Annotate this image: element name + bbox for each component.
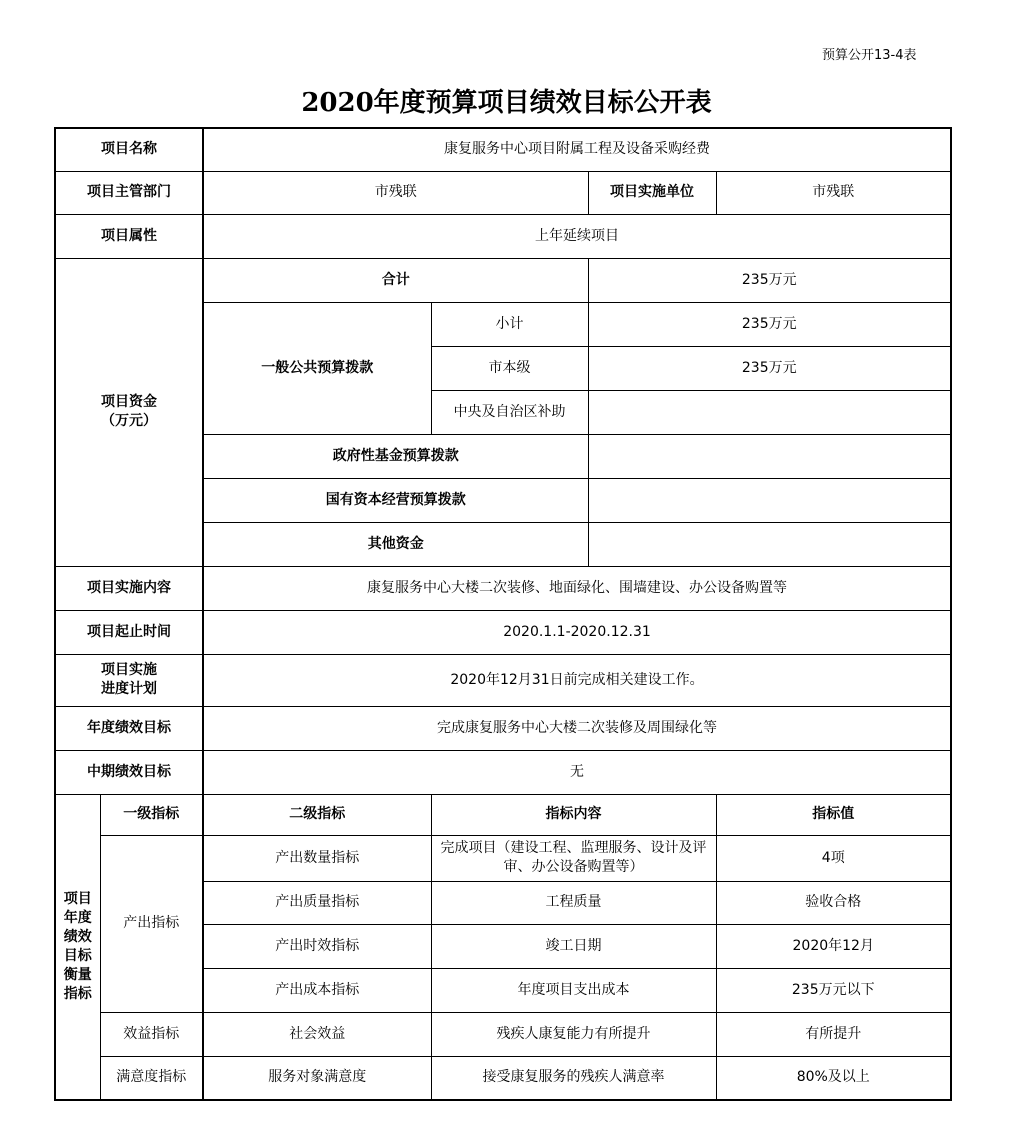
- row-funds-total: [55, 258, 951, 302]
- state-capital-value: [588, 478, 951, 522]
- central-subsidy-label: 中央及自治区补助: [431, 390, 588, 434]
- col-header-level2: 二级指标: [203, 794, 431, 835]
- benefit-indicator-label: 效益指标: [100, 1012, 203, 1056]
- city-level-label: 市本级: [431, 346, 588, 390]
- subtotal-label: 小计: [431, 302, 588, 346]
- funds-label-line2: （万元）: [101, 413, 157, 429]
- row-annual-goal: [55, 706, 951, 750]
- implementing-unit-label: 项目实施单位: [588, 171, 716, 214]
- level2-cell: 产出时效指标: [203, 924, 431, 968]
- state-capital-label: 国有资本经营预算拨款: [203, 478, 588, 522]
- content-cell: 完成项目（建设工程、监理服务、设计及评审、办公设备购置等）: [431, 835, 716, 881]
- document-title: 2020年度预算项目绩效目标公开表: [301, 88, 712, 118]
- value-cell: 有所提升: [716, 1012, 951, 1056]
- value-cell: 验收合格: [716, 881, 951, 924]
- level2-cell: 产出成本指标: [203, 968, 431, 1012]
- value-cell: 4项: [716, 835, 951, 881]
- col-header-content: 指标内容: [431, 794, 716, 835]
- level2-cell: 社会效益: [203, 1012, 431, 1056]
- project-name-value: 康复服务中心项目附属工程及设备采购经费: [203, 128, 951, 171]
- col-header-value: 指标值: [716, 794, 951, 835]
- central-subsidy-value: [588, 390, 951, 434]
- section-label-char: 衡量: [63, 966, 92, 983]
- row-plan: [55, 654, 951, 706]
- level2-cell: 产出质量指标: [203, 881, 431, 924]
- row-period: [55, 610, 951, 654]
- funds-total-value: 235万元: [588, 258, 951, 302]
- gov-fund-label: 政府性基金预算拨款: [203, 434, 588, 478]
- satisfaction-indicator-label: 满意度指标: [100, 1056, 203, 1100]
- period-label: 项目起止时间: [55, 610, 203, 654]
- gov-fund-value: [588, 434, 951, 478]
- row-department: [55, 171, 951, 214]
- city-level-value: 235万元: [588, 346, 951, 390]
- period-value: 2020.1.1-2020.12.31: [203, 610, 951, 654]
- plan-value: 2020年12月31日前完成相关建设工作。: [203, 654, 951, 706]
- row-indicator-header: [55, 794, 951, 835]
- section-label-char: 绩效: [63, 928, 92, 945]
- section-label-char: 指标: [63, 985, 92, 1002]
- funds-label-line1: 项目资金: [101, 394, 157, 411]
- value-cell: 235万元以下: [716, 968, 951, 1012]
- content-cell: 工程质量: [431, 881, 716, 924]
- section-label-char: 项目: [63, 891, 92, 908]
- table-row: [55, 1056, 951, 1100]
- subtotal-value: 235万元: [588, 302, 951, 346]
- output-indicator-label: 产出指标: [100, 835, 203, 1012]
- plan-label-line2: 进度计划: [101, 681, 157, 697]
- document-code: 预算公开13-4表: [822, 48, 917, 63]
- content-cell: 年度项目支出成本: [431, 968, 716, 1012]
- annual-goal-label: 年度绩效目标: [55, 706, 203, 750]
- plan-label: [55, 654, 203, 706]
- performance-goal-table: [54, 127, 952, 1101]
- project-name-label: 项目名称: [55, 128, 203, 171]
- mid-goal-label: 中期绩效目标: [55, 750, 203, 794]
- funds-total-label: 合计: [203, 258, 588, 302]
- row-attribute: [55, 214, 951, 258]
- other-funds-value: [588, 522, 951, 566]
- content-value: 康复服务中心大楼二次装修、地面绿化、围墙建设、办公设备购置等: [203, 566, 951, 610]
- funds-label: [55, 258, 203, 566]
- content-cell: 残疾人康复能力有所提升: [431, 1012, 716, 1056]
- value-cell: 80%及以上: [716, 1056, 951, 1100]
- section-label-char: 目标: [63, 947, 92, 964]
- department-label: 项目主管部门: [55, 171, 203, 214]
- implementing-unit-value: 市残联: [716, 171, 951, 214]
- section-label-char: 年度: [63, 909, 92, 926]
- row-mid-goal: [55, 750, 951, 794]
- level2-cell: 产出数量指标: [203, 835, 431, 881]
- level2-cell: 服务对象满意度: [203, 1056, 431, 1100]
- other-funds-label: 其他资金: [203, 522, 588, 566]
- value-cell: 2020年12月: [716, 924, 951, 968]
- annual-goal-value: 完成康复服务中心大楼二次装修及周围绿化等: [203, 706, 951, 750]
- attribute-value: 上年延续项目: [203, 214, 951, 258]
- col-header-level1: 一级指标: [100, 794, 203, 835]
- mid-goal-value: 无: [203, 750, 951, 794]
- attribute-label: 项目属性: [55, 214, 203, 258]
- content-cell: 接受康复服务的残疾人满意率: [431, 1056, 716, 1100]
- content-cell: 竣工日期: [431, 924, 716, 968]
- table-row: [55, 835, 951, 881]
- row-content: [55, 566, 951, 610]
- table-row: [55, 1012, 951, 1056]
- indicator-section-label: [55, 794, 100, 1100]
- plan-label-line1: 项目实施: [101, 662, 157, 679]
- row-project-name: [55, 128, 951, 171]
- general-budget-label: 一般公共预算拨款: [203, 302, 431, 434]
- content-label: 项目实施内容: [55, 566, 203, 610]
- department-value: 市残联: [203, 171, 588, 214]
